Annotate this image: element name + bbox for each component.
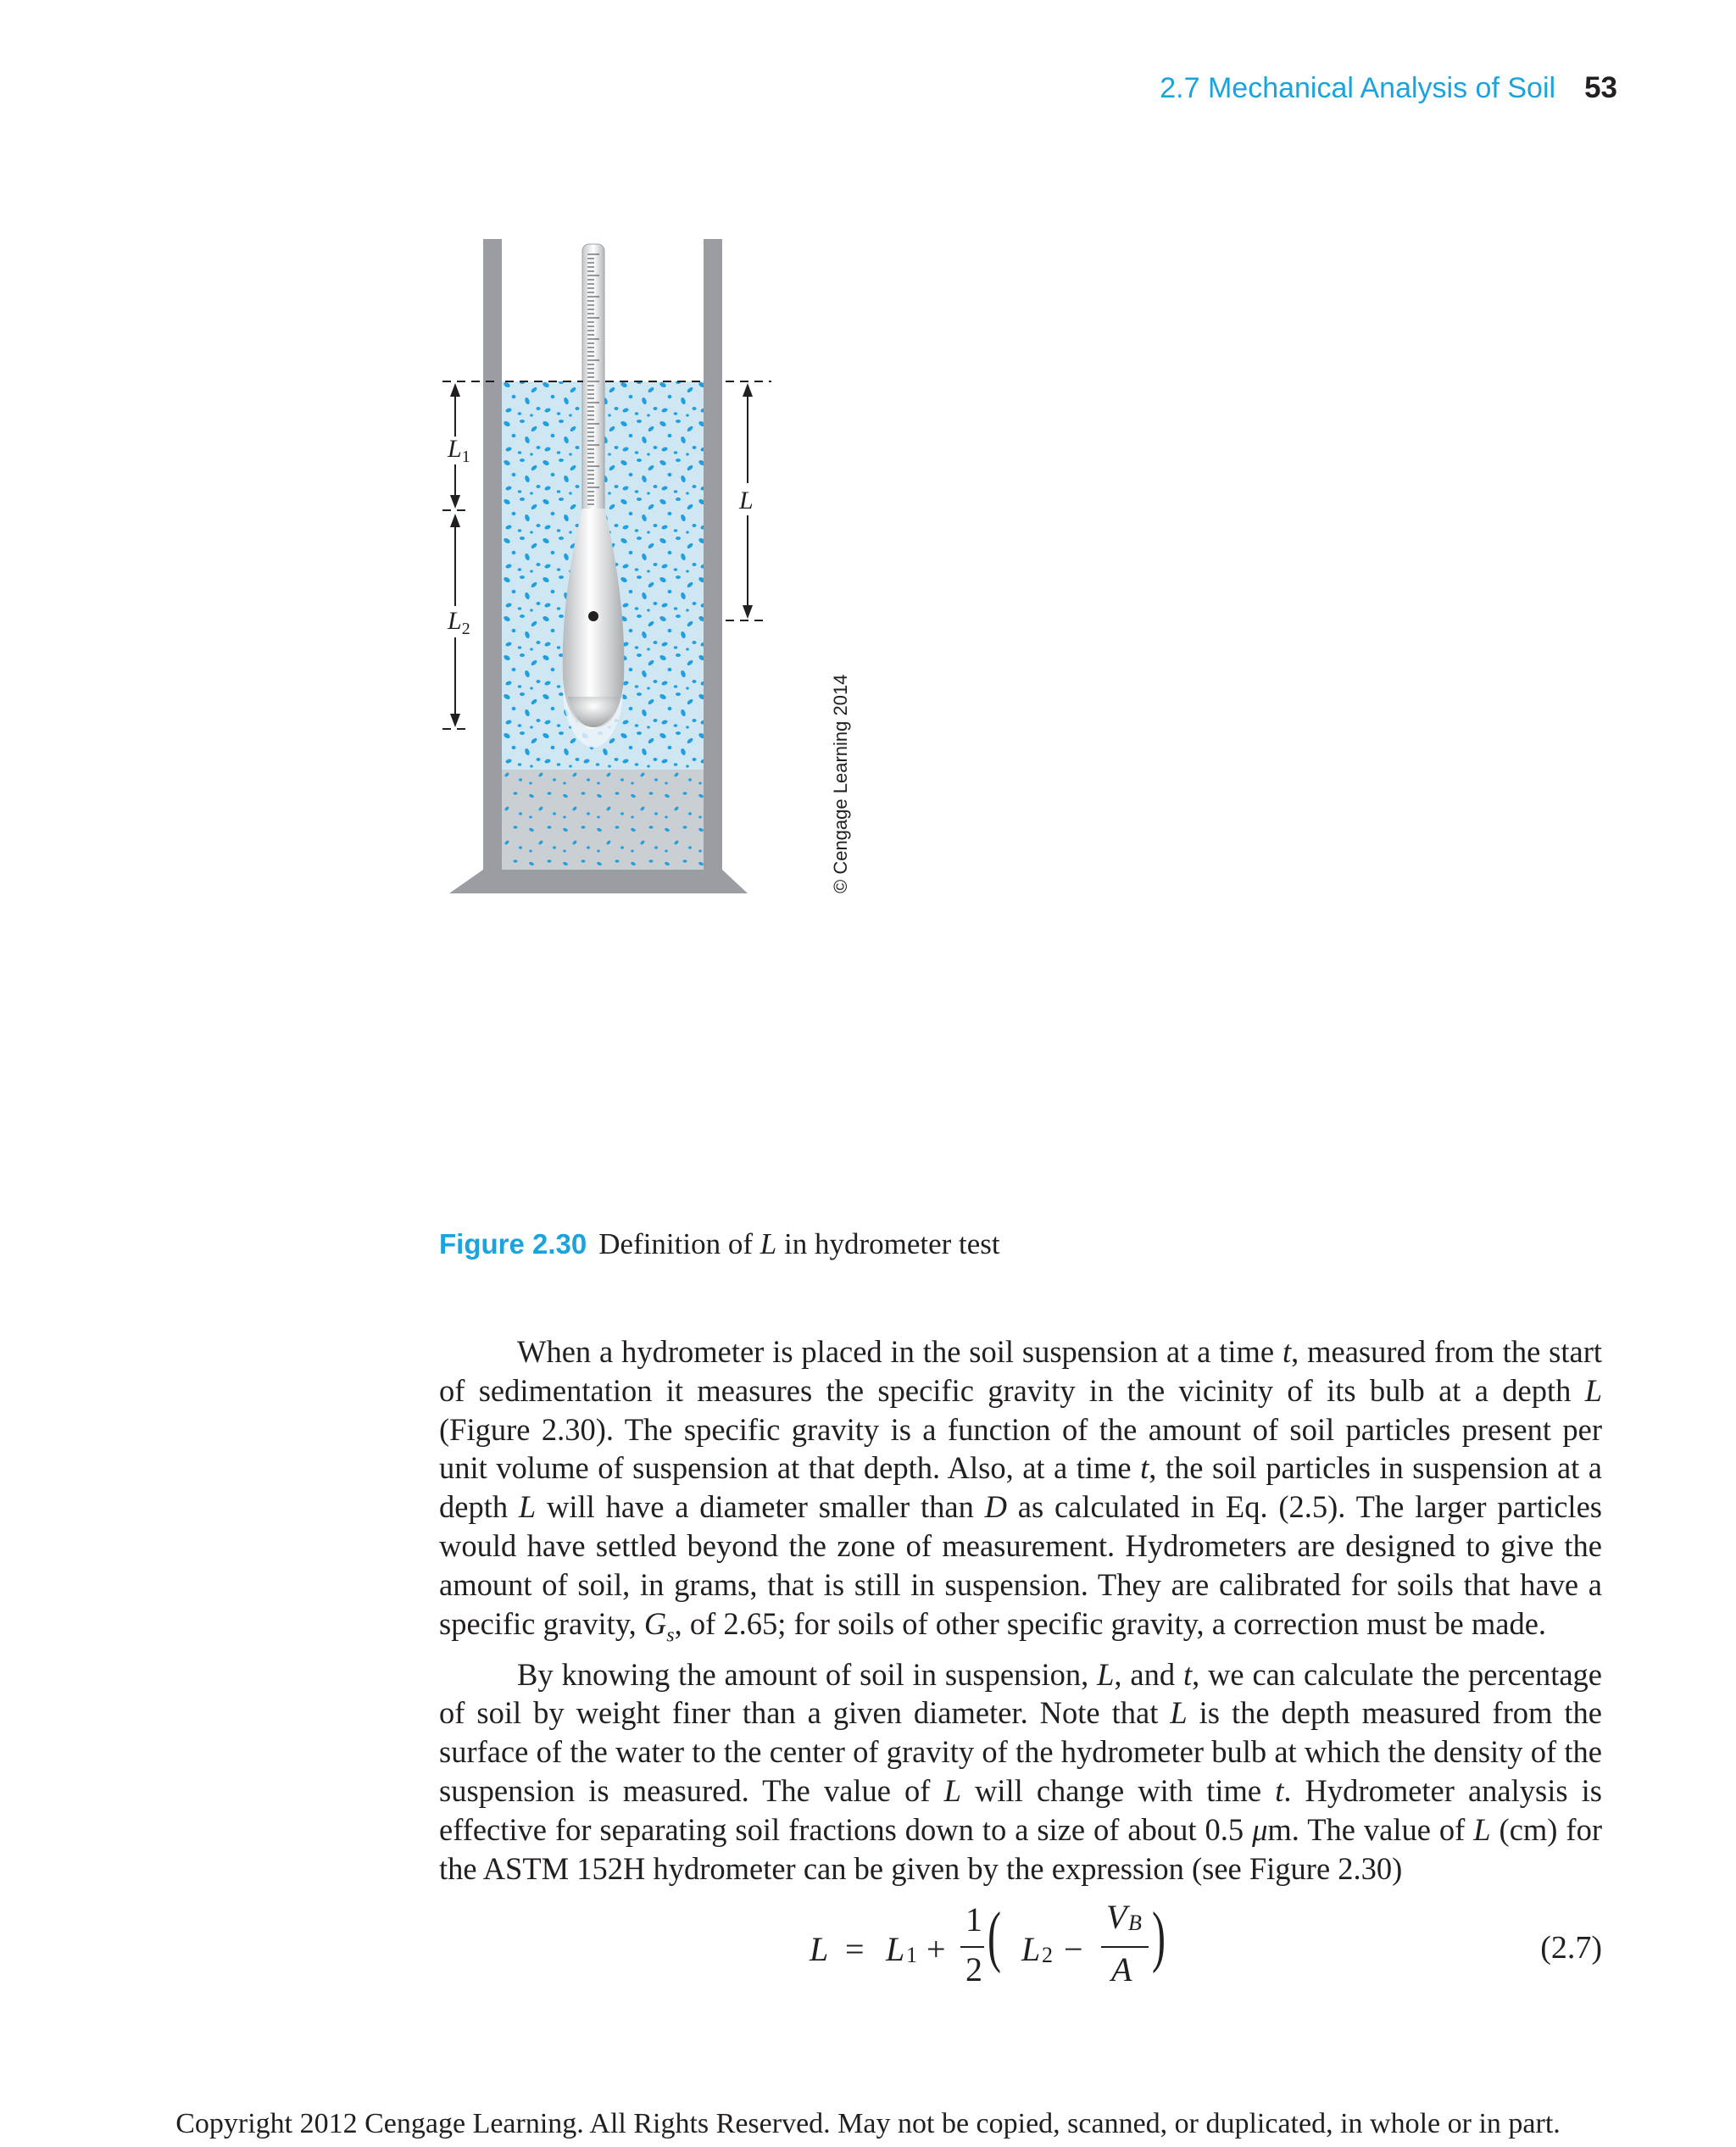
- eq-open-paren: (: [988, 1899, 1001, 1974]
- text-run: L: [943, 1773, 961, 1809]
- figure-label: Figure 2.30: [439, 1228, 587, 1260]
- eq-a: A: [1111, 1950, 1132, 1988]
- text-run: t: [1140, 1450, 1149, 1486]
- text-run: , we can calculate the percentage of soil by weight finer than a given diameter. Note that: [439, 1656, 1602, 1731]
- text-run: μ: [1252, 1811, 1268, 1847]
- figure-credit: © Cengage Learning 2014: [830, 674, 851, 893]
- equation-2-7: [0, 1895, 1736, 1997]
- body-text: [439, 1332, 1602, 1888]
- text-run: L: [1170, 1695, 1188, 1731]
- text-run: By knowing the amount of soil in suspension,: [517, 1656, 1098, 1692]
- text-run: will change with time: [960, 1773, 1276, 1809]
- eq-vba-bar: [1101, 1946, 1149, 1948]
- text-run: , measured from the start of sedimentation it measures the specific gravity in the vicinity of its bulb at a depth: [439, 1334, 1602, 1408]
- eq-minus: −: [1064, 1930, 1083, 1968]
- text-run: t: [1275, 1773, 1284, 1809]
- eq-l2-sub: 2: [1042, 1943, 1053, 1967]
- eq-lhs: L: [810, 1930, 829, 1968]
- section-title: 2.7 Mechanical Analysis of Soil: [1160, 72, 1556, 104]
- text-run: t: [1282, 1334, 1292, 1369]
- caption-symbol: L: [760, 1227, 777, 1260]
- text-run: L: [518, 1489, 537, 1525]
- hydrometer-figure: [424, 144, 932, 1212]
- eq-l1: L: [886, 1930, 905, 1968]
- eq-equals: =: [845, 1930, 865, 1968]
- text-run: L: [1473, 1811, 1491, 1847]
- running-head: [1160, 71, 1617, 105]
- eq-vb-sub: B: [1128, 1911, 1142, 1935]
- eq-half-num: 1: [965, 1900, 982, 1938]
- text-run: , and: [1114, 1656, 1183, 1692]
- l-label: L: [739, 487, 754, 515]
- text-run: (Figure 2.30). The specific gravity is a function of the amount of soil particles present per unit volume of suspension at that depth. Also, at a time: [439, 1411, 1602, 1486]
- cylinder-right-wall: [704, 239, 722, 873]
- caption-text-pre: Definition of: [598, 1227, 760, 1260]
- eq-half-bar: [960, 1946, 984, 1948]
- l1-label: $L_1$: [448, 435, 470, 466]
- text-run: s: [666, 1623, 675, 1646]
- text-run: , of 2.65; for soils of other specific gravity, a correction must be made.: [674, 1605, 1547, 1641]
- eq-close-paren: ): [1152, 1899, 1166, 1974]
- text-run: will have a diameter smaller than: [536, 1489, 985, 1525]
- eq-l1-sub: 1: [906, 1943, 917, 1967]
- equation-body: [810, 1895, 1174, 1997]
- text-run: D: [984, 1489, 1007, 1525]
- text-run: is the depth measured from the surface of the water to the center of gravity of the hydrometer bulb at which the density of the suspension is measured. The value of: [439, 1695, 1602, 1809]
- text-run: (cm) for the ASTM 152H hydrometer can be given by the expression (see Figure 2.30): [439, 1811, 1602, 1886]
- text-run: L: [1584, 1372, 1602, 1408]
- paragraph: [439, 1332, 1602, 1655]
- eq-l2: L: [1021, 1930, 1041, 1968]
- paragraph: [439, 1655, 1602, 1888]
- eq-half-den: 2: [965, 1950, 982, 1988]
- copyright-notice: Copyright 2012 Cengage Learning. All Rights Reserved. May not be copied, scanned, or duplicated, in whole or in part.: [175, 2108, 1561, 2139]
- text-run: . Hydrometer analysis is effective for separating soil fractions down to a size of about 0.5: [439, 1773, 1603, 1847]
- equation-number: (2.7): [1540, 1930, 1602, 1966]
- text-run: t: [1182, 1656, 1193, 1692]
- center-of-gravity-dot: [588, 611, 598, 621]
- cylinder-left-wall: [483, 239, 502, 873]
- text-run: as calculated in Eq. (2.5). The larger particles would have settled beyond the zone of measurement. Hydrometers are designed to give the amount of soil, in grams, that is still in suspension. They are calibrated for soils that have a specific gravity,: [439, 1489, 1602, 1641]
- page-number: 53: [1584, 71, 1617, 104]
- figure-caption: [439, 1227, 1000, 1261]
- text-run: L: [1097, 1656, 1115, 1692]
- text-run: m. The value of: [1267, 1811, 1474, 1847]
- text-run: G: [643, 1605, 667, 1641]
- text-run: When a hydrometer is placed in the soil suspension at a time: [517, 1334, 1283, 1369]
- eq-plus: +: [926, 1930, 946, 1968]
- text-run: , the soil particles in suspension at a depth: [439, 1450, 1602, 1525]
- l2-label: $L_2$: [448, 607, 470, 638]
- caption-text-post: in hydrometer test: [776, 1227, 1000, 1260]
- cylinder-base: [449, 870, 748, 893]
- eq-vb: V: [1106, 1898, 1127, 1936]
